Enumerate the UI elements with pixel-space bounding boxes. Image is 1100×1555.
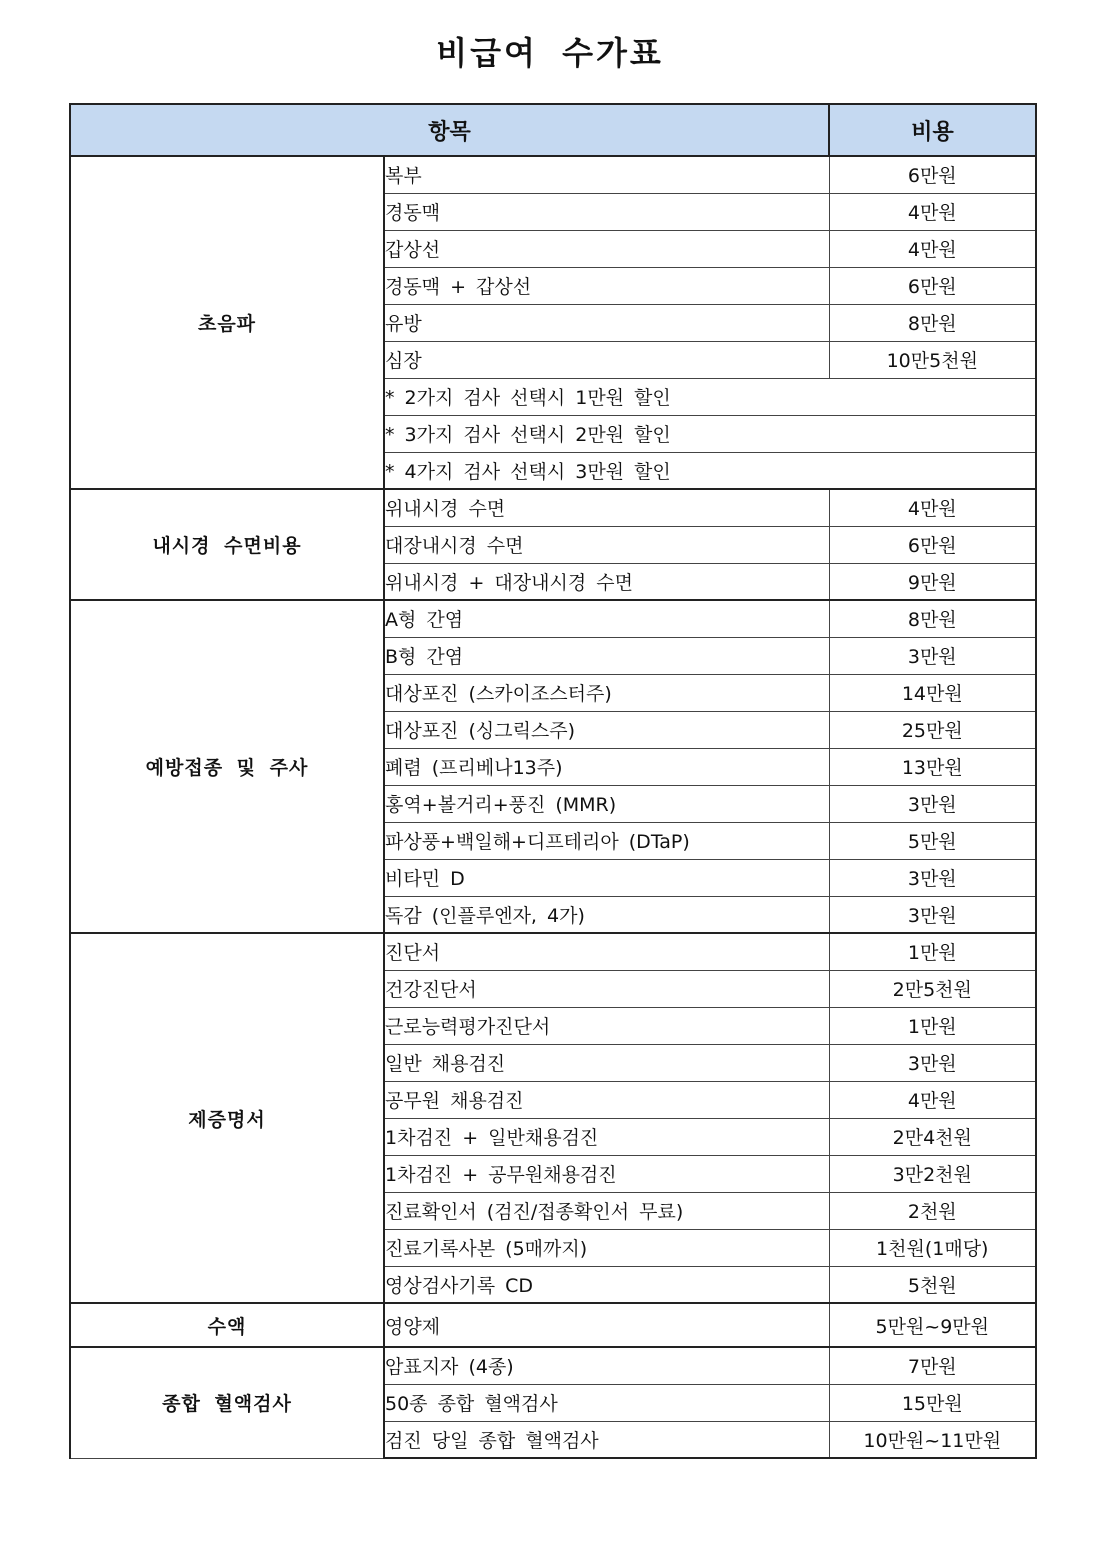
item-name: 일반 채용검진 xyxy=(384,1044,829,1081)
item-price: 4만원 xyxy=(829,230,1036,267)
item-price: 4만원 xyxy=(829,489,1036,526)
item-price: 10만5천원 xyxy=(829,341,1036,378)
group-ultrasound xyxy=(70,156,1036,489)
item-price: 5만원 xyxy=(829,822,1036,859)
item-price: 5천원 xyxy=(829,1266,1036,1303)
item-price: 1천원(1매당) xyxy=(829,1229,1036,1266)
table-row xyxy=(70,933,1036,970)
item-name: 폐렴 (프리베나13주) xyxy=(384,748,829,785)
item-name: 검진 당일 종합 혈액검사 xyxy=(384,1421,829,1458)
item-price: 6만원 xyxy=(829,156,1036,193)
category-cell: 초음파 xyxy=(70,156,384,489)
item-name: 복부 xyxy=(384,156,829,193)
item-name: 대상포진 (스카이조스터주) xyxy=(384,674,829,711)
discount-note: * 2가지 검사 선택시 1만원 할인 xyxy=(384,378,1036,415)
item-price: 8만원 xyxy=(829,304,1036,341)
item-price: 8만원 xyxy=(829,600,1036,637)
item-price: 2만4천원 xyxy=(829,1118,1036,1155)
group-blood-test xyxy=(70,1347,1036,1458)
item-price: 6만원 xyxy=(829,267,1036,304)
item-price: 3만원 xyxy=(829,859,1036,896)
table-row xyxy=(70,600,1036,637)
item-price: 3만2천원 xyxy=(829,1155,1036,1192)
item-price: 4만원 xyxy=(829,193,1036,230)
item-name: 대상포진 (싱그릭스주) xyxy=(384,711,829,748)
item-name: B형 간염 xyxy=(384,637,829,674)
table-row xyxy=(70,489,1036,526)
item-name: 진단서 xyxy=(384,933,829,970)
item-price: 2천원 xyxy=(829,1192,1036,1229)
item-name: 영상검사기록 CD xyxy=(384,1266,829,1303)
item-price: 15만원 xyxy=(829,1384,1036,1421)
category-cell: 수액 xyxy=(70,1303,384,1347)
item-name: 갑상선 xyxy=(384,230,829,267)
item-name: 홍역+볼거리+풍진 (MMR) xyxy=(384,785,829,822)
item-name: 위내시경 + 대장내시경 수면 xyxy=(384,563,829,600)
item-price: 14만원 xyxy=(829,674,1036,711)
header-item: 항목 xyxy=(70,104,829,156)
item-name: 암표지자 (4종) xyxy=(384,1347,829,1384)
item-price: 6만원 xyxy=(829,526,1036,563)
item-name: 진료확인서 (검진/접종확인서 무료) xyxy=(384,1192,829,1229)
table-header-row xyxy=(70,104,1036,156)
category-cell: 내시경 수면비용 xyxy=(70,489,384,600)
item-name: 파상풍+백일해+디프테리아 (DTaP) xyxy=(384,822,829,859)
item-price: 13만원 xyxy=(829,748,1036,785)
item-name: 건강진단서 xyxy=(384,970,829,1007)
item-price: 5만원~9만원 xyxy=(829,1303,1036,1347)
table-row xyxy=(70,1347,1036,1384)
item-name: 근로능력평가진단서 xyxy=(384,1007,829,1044)
item-name: 진료기록사본 (5매까지) xyxy=(384,1229,829,1266)
item-name: 1차검진 + 일반채용검진 xyxy=(384,1118,829,1155)
item-price: 3만원 xyxy=(829,785,1036,822)
group-endoscopy-sedation xyxy=(70,489,1036,600)
item-price: 3만원 xyxy=(829,637,1036,674)
item-price: 1만원 xyxy=(829,1007,1036,1044)
item-price: 25만원 xyxy=(829,711,1036,748)
item-name: 심장 xyxy=(384,341,829,378)
item-price: 3만원 xyxy=(829,896,1036,933)
item-name: 영양제 xyxy=(384,1303,829,1347)
item-price: 2만5천원 xyxy=(829,970,1036,1007)
item-name: 50종 종합 혈액검사 xyxy=(384,1384,829,1421)
table-row xyxy=(70,1303,1036,1347)
item-price: 7만원 xyxy=(829,1347,1036,1384)
category-cell: 예방접종 및 주사 xyxy=(70,600,384,933)
group-certificates xyxy=(70,933,1036,1303)
discount-note: * 3가지 검사 선택시 2만원 할인 xyxy=(384,415,1036,452)
item-price: 4만원 xyxy=(829,1081,1036,1118)
item-price: 10만원~11만원 xyxy=(829,1421,1036,1458)
fee-table xyxy=(69,103,1037,1459)
item-price: 1만원 xyxy=(829,933,1036,970)
item-price: 3만원 xyxy=(829,1044,1036,1081)
item-price: 9만원 xyxy=(829,563,1036,600)
item-name: 비타민 D xyxy=(384,859,829,896)
group-vaccination xyxy=(70,600,1036,933)
discount-note: * 4가지 검사 선택시 3만원 할인 xyxy=(384,452,1036,489)
header-cost: 비용 xyxy=(829,104,1036,156)
item-name: 공무원 채용검진 xyxy=(384,1081,829,1118)
item-name: 경동맥 xyxy=(384,193,829,230)
category-cell: 제증명서 xyxy=(70,933,384,1303)
item-name: 대장내시경 수면 xyxy=(384,526,829,563)
item-name: 경동맥 + 갑상선 xyxy=(384,267,829,304)
item-name: 독감 (인플루엔자, 4가) xyxy=(384,896,829,933)
page-title: 비급여 수가표 xyxy=(436,34,664,72)
group-iv-fluid xyxy=(70,1303,1036,1347)
category-cell: 종합 혈액검사 xyxy=(70,1347,384,1458)
item-name: 1차검진 + 공무원채용검진 xyxy=(384,1155,829,1192)
table-row xyxy=(70,156,1036,193)
item-name: 유방 xyxy=(384,304,829,341)
item-name: 위내시경 수면 xyxy=(384,489,829,526)
item-name: A형 간염 xyxy=(384,600,829,637)
